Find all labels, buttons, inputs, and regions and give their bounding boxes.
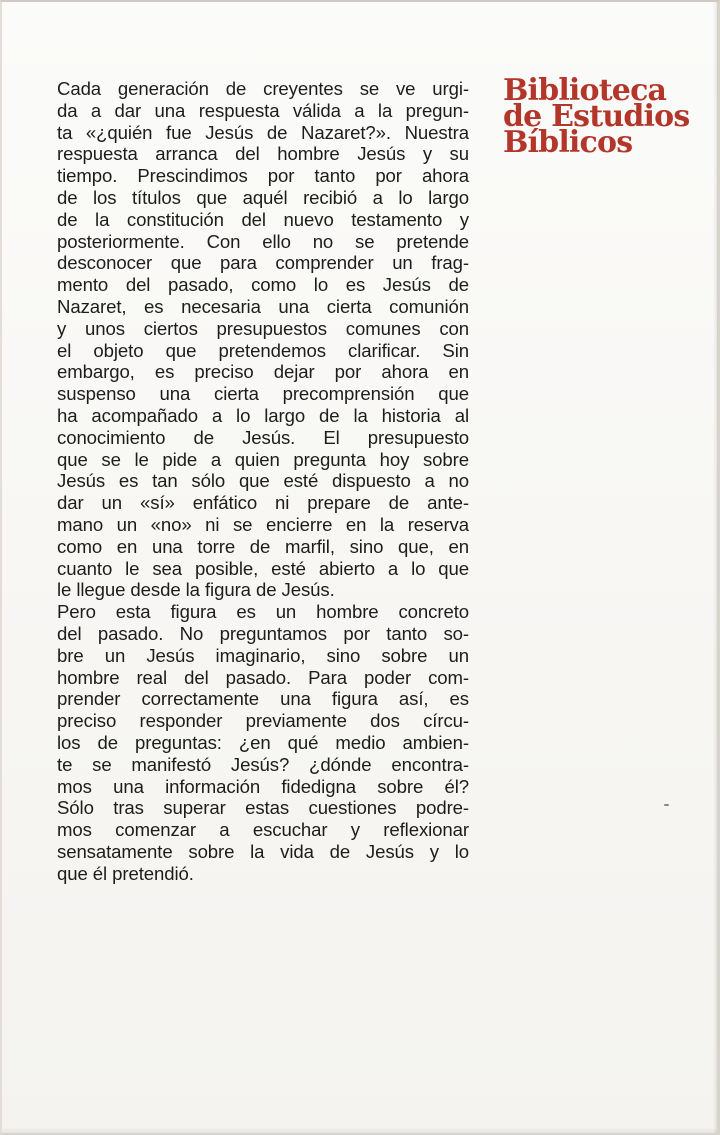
blurb-line: dar un «sí» enfático ni prepare de ante- [57,492,469,514]
blurb-line: tiempo. Prescindimos por tanto por ahora [57,165,469,187]
blurb-line: de los títulos que aquél recibió a lo largo [57,186,469,208]
blurb-line: preciso responder previamente dos círcu- [57,710,469,732]
back-cover-blurb [57,78,469,884]
blurb-line: da a dar una respuesta válida a la pregun- [57,99,469,121]
blurb-line: posteriormente. Con ello no se pretende [57,230,469,252]
blurb-line: prender correctamente una figura así, es [57,688,469,710]
blurb-line: que se le pide a quien pregunta hoy sobre [57,448,469,470]
blurb-line: suspenso una cierta precomprensión que [57,383,469,405]
blurb-line: le llegue desde la figura de Jesús. [57,579,335,601]
blurb-line: el objeto que pretendemos clarificar. Sin [57,339,469,361]
blurb-line: Cada generación de creyentes se ve urgi- [57,78,469,99]
blurb-line: ha acompañado a lo largo de la historia al [57,404,469,426]
blurb-line: cuanto le sea posible, esté abierto a lo que [57,557,469,579]
series-title-line-2: de Estudios [503,99,690,134]
series-title-line-1: Biblioteca [503,73,667,108]
series-title [503,73,703,160]
blurb-line: te se manifestó Jesús? ¿dónde encontra- [57,753,469,775]
blurb-line: hombre real del pasado. Para poder com- [57,666,469,688]
blurb-line: de la constitución del nuevo testamento y [57,208,469,230]
blurb-line: mos una información fidedigna sobre él? [57,775,469,797]
blurb-line: embargo, es preciso dejar por ahora en [57,361,469,383]
blurb-line: mento del pasado, como lo es Jesús de [57,274,469,296]
blurb-line: que él pretendió. [57,862,194,884]
series-title-line-3: Bíblicos [503,125,633,160]
blurb-line: Jesús es tan sólo que esté dispuesto a no [57,470,469,492]
blurb-line: como en una torre de marfil, sino que, en [57,535,469,557]
blurb-line: y unos ciertos presupuestos comunes con [57,317,469,339]
page-edge-shadow-bottom [2,1127,717,1133]
page-edge-shadow-right [713,2,717,1133]
blurb-line: sensatamente sobre la vida de Jesús y lo [57,840,469,862]
blurb-paragraph-2 [57,601,469,884]
blurb-line: Sólo tras superar estas cuestiones podre- [57,797,469,819]
paper-speck [664,804,669,806]
blurb-line: bre un Jesús imaginario, sino sobre un [57,644,469,666]
blurb-line: los de preguntas: ¿en qué medio ambien- [57,731,469,753]
blurb-line: mano un «no» ni se encierre en la reserva [57,513,469,535]
blurb-line: ta «¿quién fue Jesús de Nazaret?». Nuestra [57,121,469,143]
blurb-line: del pasado. No preguntamos por tanto so- [57,622,469,644]
blurb-paragraph-1 [57,78,469,601]
blurb-line: desconocer que para comprender un frag- [57,252,469,274]
blurb-line: conocimiento de Jesús. El presupuesto [57,426,469,448]
blurb-line: respuesta arranca del hombre Jesús y su [57,143,469,165]
blurb-line: Nazaret, es necesaria una cierta comunión [57,295,469,317]
blurb-line: Pero esta figura es un hombre concreto [57,601,469,623]
blurb-line: mos comenzar a escuchar y reflexionar [57,819,469,841]
